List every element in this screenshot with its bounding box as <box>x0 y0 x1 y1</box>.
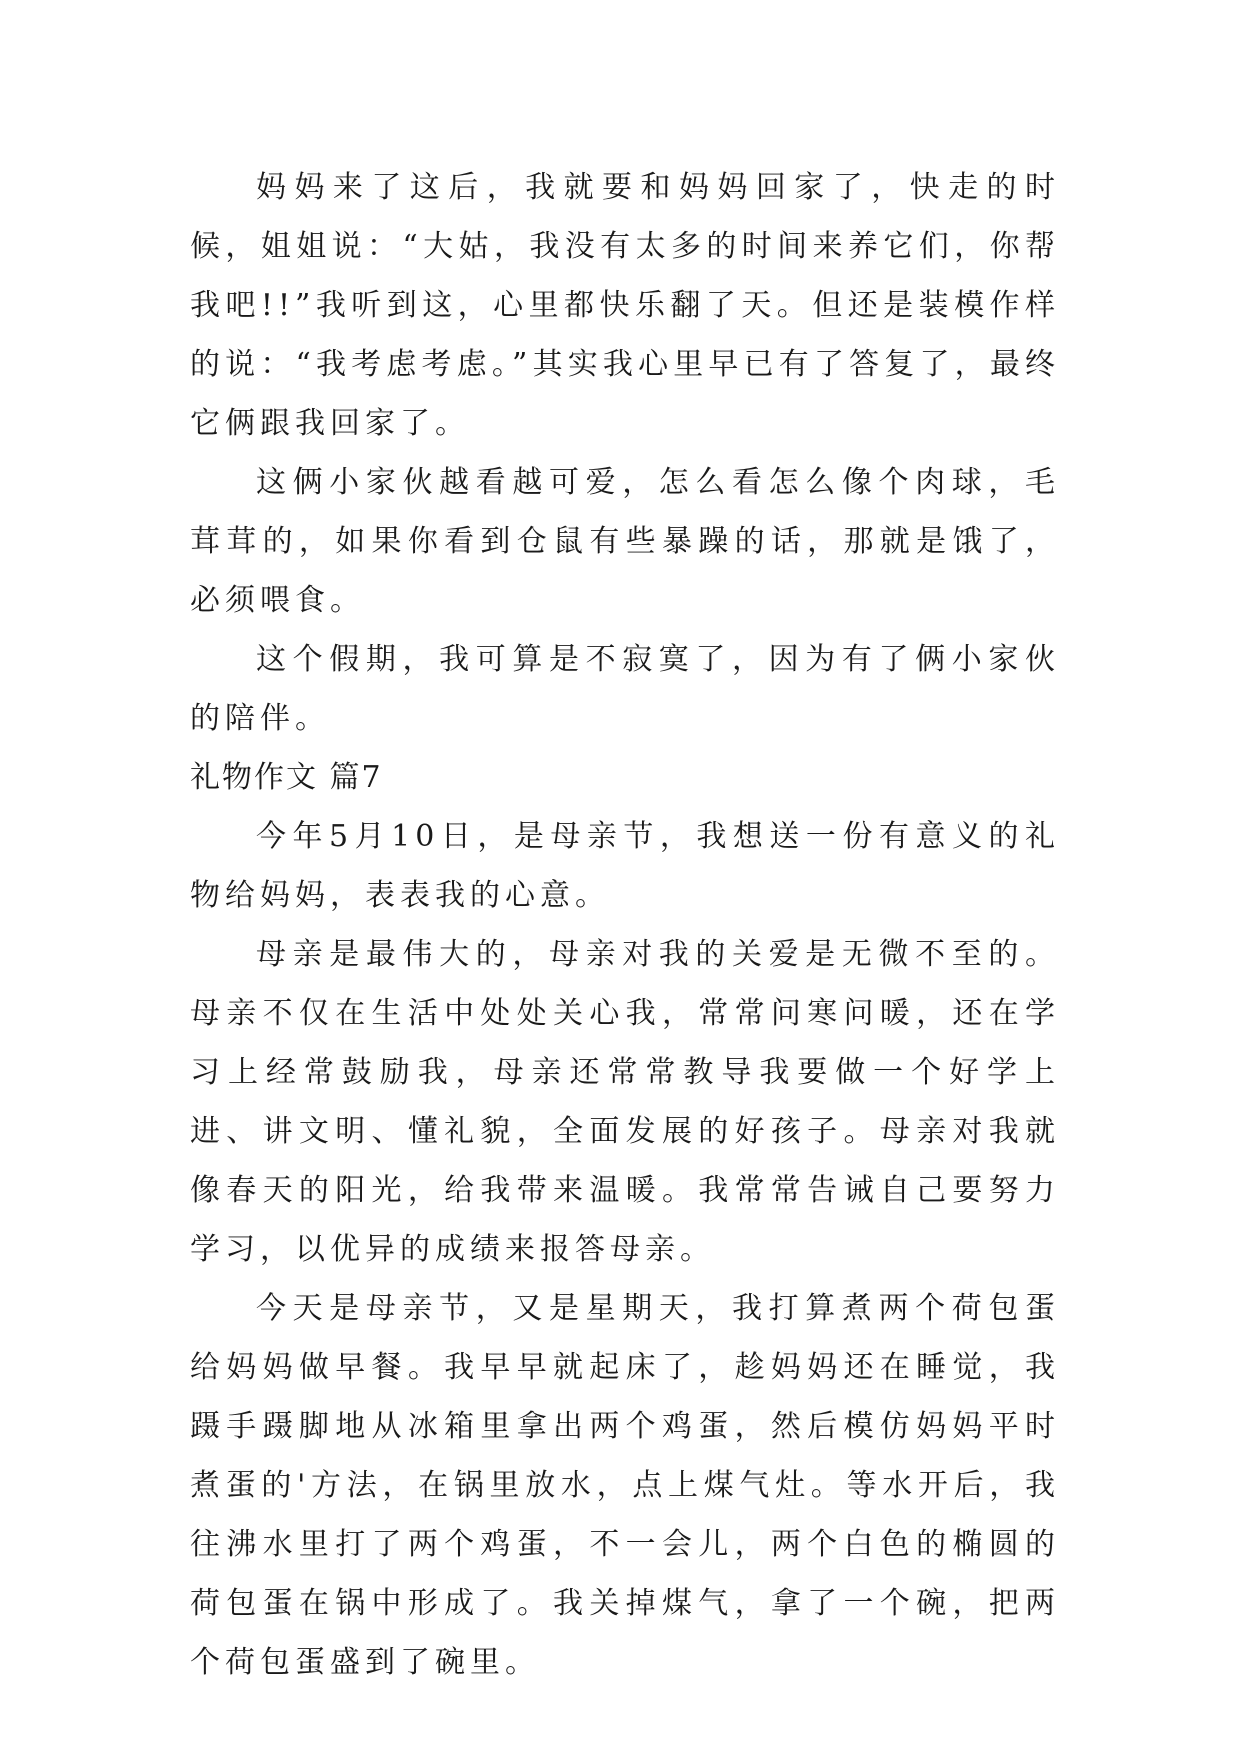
paragraph: 今年5月10日，是母亲节，我想送一份有意义的礼物给妈妈，表表我的心意。 <box>190 819 1060 913</box>
section-title: 礼物作文 篇7 <box>190 760 383 795</box>
paragraph: 妈妈来了这后，我就要和妈妈回家了，快走的时候，姐姐说：“大姑，我没有太多的时间来养它们，你帮我吧!!”我听到这，心里都快乐翻了天。但还是装模作样的说：“我考虑考虑。”其实我心里早已有了答复了，最终它俩跟我回家了。 <box>190 170 1060 441</box>
document-body <box>190 158 1060 1692</box>
paragraph: 这个假期，我可算是不寂寞了，因为有了俩小家伙的陪伴。 <box>190 642 1060 736</box>
paragraph: 这俩小家伙越看越可爱，怎么看怎么像个肉球，毛茸茸的，如果你看到仓鼠有些暴躁的话，那就是饿了，必须喂食。 <box>190 465 1060 618</box>
paragraph: 母亲是最伟大的，母亲对我的关爱是无微不至的。母亲不仅在生活中处处关心我，常常问寒问暖，还在学习上经常鼓励我，母亲还常常教导我要做一个好学上进、讲文明、懂礼貌，全面发展的好孩子。母亲对我就像春天的阳光，给我带来温暖。我常常告诫自己要努力学习，以优异的成绩来报答母亲。 <box>190 937 1060 1267</box>
paragraph: 今天是母亲节，又是星期天，我打算煮两个荷包蛋给妈妈做早餐。我早早就起床了，趁妈妈还在睡觉，我蹑手蹑脚地从冰箱里拿出两个鸡蛋，然后模仿妈妈平时煮蛋的'方法，在锅里放水，点上煤气灶。等水开后，我往沸水里打了两个鸡蛋，不一会儿，两个白色的椭圆的荷包蛋在锅中形成了。我关掉煤气，拿了一个碗，把两个荷包蛋盛到了碗里。 <box>190 1291 1060 1680</box>
